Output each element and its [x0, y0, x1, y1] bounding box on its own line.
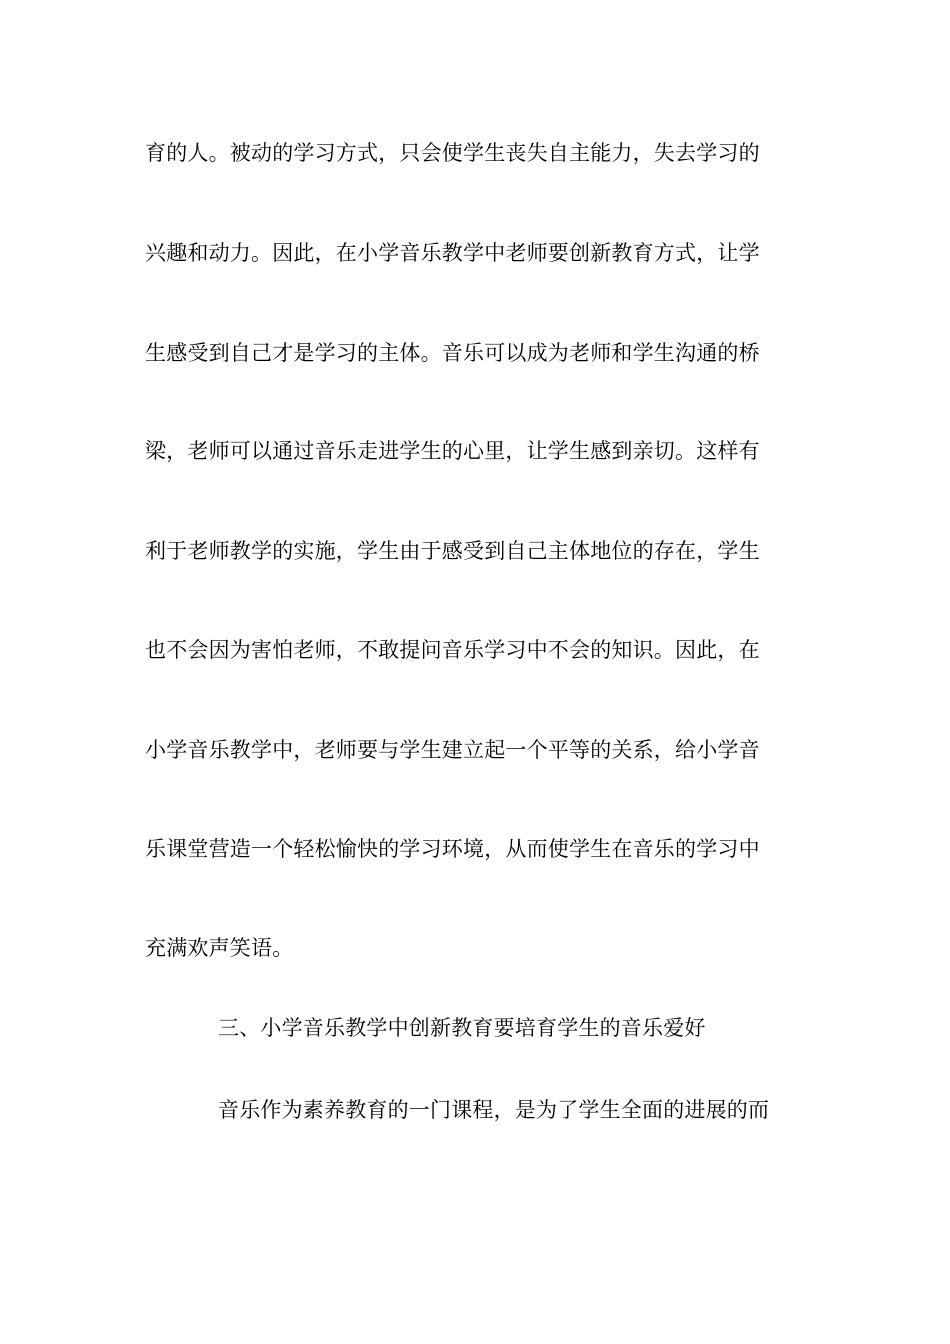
paragraph-line: 也不会因为害怕老师，不敢提问音乐学习中不会的知识。因此，在: [145, 638, 760, 662]
paragraph-line: 兴趣和动力。因此，在小学音乐教学中老师要创新教育方式，让学: [145, 241, 760, 265]
paragraph-line: 小学音乐教学中，老师要与学生建立起一个平等的关系，给小学音: [145, 738, 760, 762]
paragraph-line: 梁，老师可以通过音乐走进学生的心里，让学生感到亲切。这样有: [145, 439, 760, 463]
paragraph-line: 乐课堂营造一个轻松愉快的学习环境，从而使学生在音乐的学习中: [145, 837, 760, 861]
paragraph-line: 音乐作为素养教育的一门课程，是为了学生全面的进展的而: [218, 1098, 770, 1122]
section-heading: 三、小学音乐教学中创新教育要培育学生的音乐爱好: [218, 1016, 706, 1040]
paragraph-line: 育的人。被动的学习方式，只会使学生丧失自主能力，失去学习的: [145, 141, 760, 165]
paragraph-line: 充满欢声笑语。: [145, 936, 294, 960]
paragraph-line: 利于老师教学的实施，学生由于感受到自己主体地位的存在，学生: [145, 539, 760, 563]
paragraph-line: 生感受到自己才是学习的主体。音乐可以成为老师和学生沟通的桥: [145, 341, 760, 365]
